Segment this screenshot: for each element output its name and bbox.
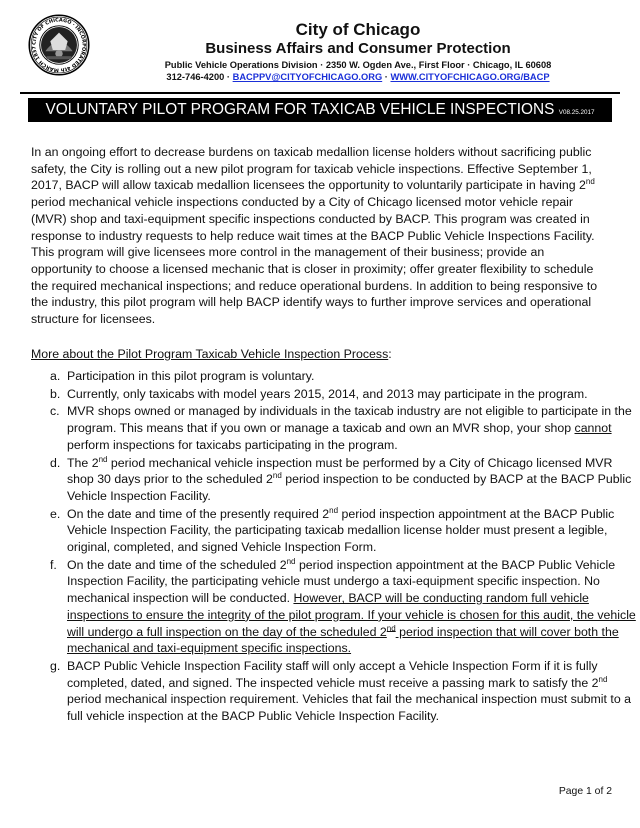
header-division-address: Public Vehicle Operations Division · 2350 W. Ogden Ave., First Floor · Chicago, IL 60608 — [164, 60, 552, 70]
list-item-d: d. The 2nd period mechanical vehicle inspection must be performed by a City of Chicago licensed MVR shop 30 days prior to the scheduled 2nd period inspection to be conducted by BACP at the BACP Public Vehicle Inspection Facility. — [50, 454, 632, 503]
list-item-f: f. On the date and time of the scheduled 2nd period inspection appointment at the BACP Public Vehicle Inspection Facility, the participating vehicle must undergo a taxi-equipment specific inspection. No mechanical inspection will be conducted. However, BACP will be conducting random full vehicle inspections to ensure the integrity of the pilot program. If your vehicle is chosen for this audit, the vehicle will undergo a full inspection on the day of the scheduled 2nd period inspection that will cover both the mechanical and taxi-equipment specific inspections. — [50, 556, 636, 656]
header-department: Business Affairs and Consumer Protection — [205, 40, 511, 57]
list-item-b: b. Currently, only taxicabs with model years 2015, 2014, and 2013 may participate in the program. — [50, 386, 588, 401]
title-banner — [28, 98, 612, 122]
page-number: Page 1 of 2 — [558, 786, 612, 797]
intro-paragraph: In an ongoing effort to decrease burdens on taxicab medallion license holders without sacrificing public safety, the City is rolling out a new pilot program for taxicab vehicle inspections. Effective September 1, 2017, BACP will allow taxicab medallion licensees the opportunity to voluntarily participate in having 2nd period mechanical vehicle inspections conducted by a City of Chicago licensed motor vehicle repair (MVR) shop and taxi-equipment specific inspections conducted by BACP. This program was created in response to industry requests to help reduce wait times at the BACP Public Vehicle Inspections Facility. This program will give licensees more control in the management of their business; provide an opportunity to choose a licensed mechanic that is closer in proximity; offer greater flexibility to schedule the required mechanical inspections; and reduce operational burdens. In addition to being responsive to the industry, this pilot program will help BACP identify ways to further improve services and operational structure for licensees. — [31, 145, 598, 327]
banner-version: V08.25.2017 — [558, 109, 595, 116]
header-city-title: City of Chicago — [295, 20, 421, 39]
section-heading-text: More about the Pilot Program Taxicab Vehicle Inspection Process — [31, 347, 389, 361]
header-contact-line — [96, 72, 620, 82]
list-item-c: c. MVR shops owned or managed by individuals in the taxicab industry are not eligible to participate in the program. This means that if you own or manage a taxicab and own an MVR shop, your shop cannot perform inspections for taxicabs participating in the program. — [50, 404, 632, 452]
process-list — [31, 368, 640, 726]
header-email-link[interactable]: BACPPV@CITYOFCHICAGO.ORG — [232, 72, 383, 82]
city-seal-logo — [28, 14, 90, 76]
list-item-e: e. On the date and time of the presently required 2nd period inspection appointment at the BACP Public Vehicle Inspection Facility, the participating taxicab medallion license holder must present a legible, original, completed, and signed Vehicle Inspection Form. — [50, 505, 615, 555]
header-divider — [20, 92, 620, 94]
header-separator: · — [384, 72, 388, 82]
header-phone: 312-746-4200 — [166, 72, 225, 82]
list-item-a: a. Participation in this pilot program is voluntary. — [50, 369, 315, 383]
svg-text:CITY OF CHICAGO · INCORPORATED: CITY OF CHICAGO · INCORPORATED 4th MARCH 1837 — [31, 17, 87, 73]
section-heading: More about the Pilot Program Taxicab Vehicle Inspection Process: — [31, 347, 392, 361]
header-separator: · — [226, 72, 231, 82]
banner-title: VOLUNTARY PILOT PROGRAM FOR TAXICAB VEHICLE INSPECTIONS — [45, 101, 555, 118]
header-website-link[interactable]: WWW.CITYOFCHICAGO.ORG/BACP — [390, 72, 550, 82]
list-item-g: g. BACP Public Vehicle Inspection Facility staff will only accept a Vehicle Inspection Form if it is fully completed, dated, and signed. The inspected vehicle must receive a passing mark to satisfy the 2nd period mechanical inspection requirement. Vehicles that fail the mechanical inspection must submit to a full vehicle inspection at the BACP Public Vehicle Inspection Facility. — [50, 658, 631, 724]
